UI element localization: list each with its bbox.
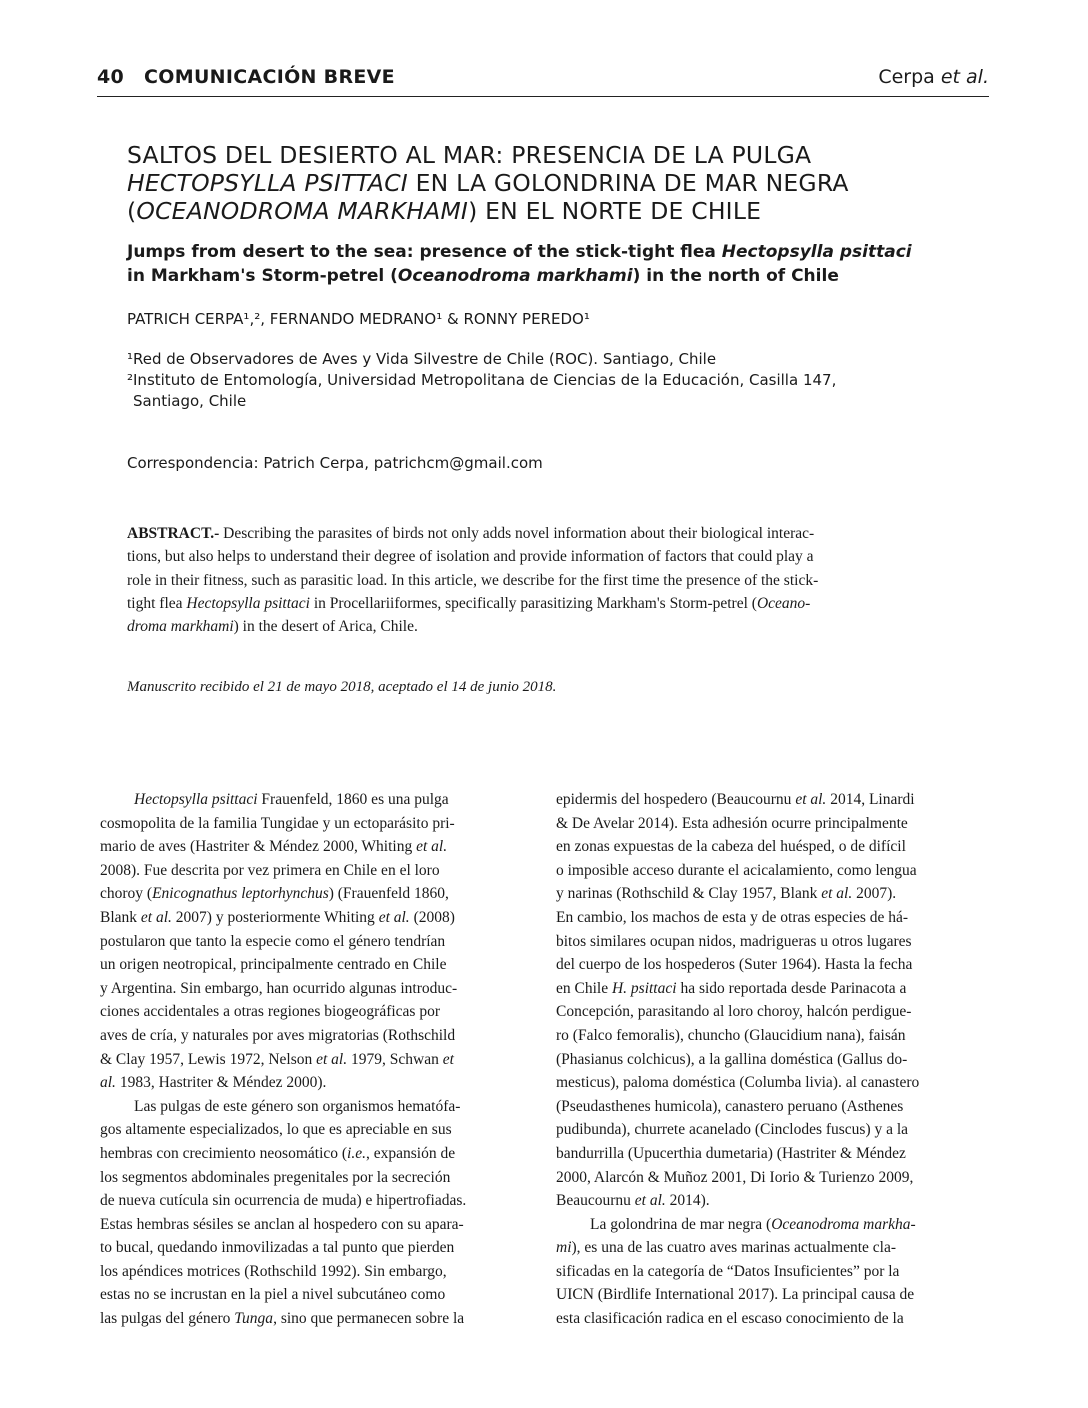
body-italic: et al. [634,1192,666,1210]
header-rule [97,96,989,97]
body-italic: et al. [378,908,410,926]
body-text: choroy ( [100,885,153,903]
body-line: to bucal, quedando inmovilizadas a tal punto que pierden [100,1239,455,1257]
body-italic: et al. [795,791,827,808]
body-line: (Pseudasthenes humicola), canastero peruano (Asthenes [556,1097,904,1115]
body-italic: i.e. [347,1144,366,1162]
abstract-line [127,615,989,638]
body-italic: et [442,1050,454,1068]
body-line: UICN (Birdlife International 2017). La principal causa de [556,1286,915,1304]
body-text: y narinas (Rothschild & Clay 1957, Blank [556,885,822,903]
body-line [556,882,990,906]
title-es-line-2 [127,169,987,197]
species-name: Oceanodroma markha- [771,1215,916,1233]
body-text: 2007). [852,885,897,903]
body-text: 1983, Hastriter & Méndez 2000). [115,1074,327,1092]
abstract-bird: droma markhami [127,618,234,636]
body-line: los apéndices motrices (Rothschild 1992). Sin embargo, [100,1262,447,1280]
body-line: y Argentina. Sin embargo, han ocurrido algunas introduc- [100,979,458,997]
body-line: En cambio, los machos de esta y de otras especies de há- [556,908,909,926]
affiliation-1: ¹Red de Observadores de Aves y Vida Silvestre de Chile (ROC). Santiago, Chile [127,350,717,368]
body-line: bitos similares ocupan nidos, madrigueras u otros lugares [556,932,912,950]
title-en-line-1 [127,240,987,264]
body-line: Estas hembras sésiles se anclan al hospedero con su apara- [100,1215,464,1233]
body-line: gos altamente especializados, lo que es apreciable en sus [100,1121,452,1139]
body-line: o imposible acceso durante el acicalamiento, como lengua [556,861,917,879]
body-line: pudibunda), churrete acanelado (Cinclodes fuscus) y a la [556,1121,909,1139]
body-text: epidermis del hospedero (Beaucournu [556,791,796,808]
abstract-label: ABSTRACT.- [127,525,220,542]
body-text: mario de aves (Hastriter & Méndez 2000, Whiting [100,838,417,856]
species-name: mi [556,1239,572,1257]
body-text: Blank [100,908,141,926]
body-line: estas no se incrustan en la piel a nivel subcutáneo como [100,1286,446,1304]
body-line: ciones accidentales a otras regiones biogeográficas por [100,1003,440,1021]
body-text: 2014). [665,1192,710,1210]
title-es-line-2-rest: EN LA GOLONDRINA DE MAR NEGRA [407,169,849,197]
affiliation-2: ²Instituto de Entomología, Universidad Metropolitana de Ciencias de la Educación, Casilla 147, [127,371,837,389]
body-line: en zonas expuestas de la cabeza del huésped, o de difícil [556,838,906,856]
body-line [556,1213,990,1237]
body-text: (2008) [409,908,455,926]
abstract-bird: Oceano- [756,594,811,612]
body-text: La golondrina de mar negra ( [590,1215,772,1233]
running-author-name: Cerpa [878,66,935,88]
title-english [127,240,987,288]
body-line [100,1071,532,1095]
body-text: ha sido reportada desde Parinacota a [676,979,907,997]
body-italic: et al. [140,908,172,926]
title-en-bird: Oceanodroma markhami [397,266,633,286]
body-line [100,1307,532,1331]
body-line [100,906,532,930]
section-label: COMUNICACIÓN BREVE [144,66,395,88]
title-en-line-2-b: ) in the north of Chile [632,266,839,286]
running-header [97,66,989,96]
abstract-species: Hectopsylla psittaci [186,594,310,612]
abstract [127,522,989,638]
page-number: 40 [97,66,125,88]
body-line [556,977,990,1001]
body-text: 1979, Schwan [347,1050,443,1068]
body-line: Las pulgas de este género son organismos hematófa- [134,1097,461,1115]
species-name: H. psittaci [611,979,677,997]
body-column-right [556,788,990,1331]
body-line [556,1236,990,1260]
correspondence: Correspondencia: Patrich Cerpa, patrichcm@gmail.com [127,454,543,472]
species-name: Hectopsylla psittaci [134,791,258,808]
body-line: & De Avelar 2014). Esta adhesión ocurre principalmente [556,814,908,832]
body-column-left [100,788,532,1331]
body-line: sificadas en la categoría de “Datos Insuficientes” por la [556,1262,900,1280]
body-italic: et al. [416,838,448,856]
body-line [556,788,990,812]
manuscript-dates: Manuscrito recibido el 21 de mayo 2018, aceptado el 14 de junio 2018. [127,679,557,695]
body-italic: al. [100,1074,116,1092]
body-line: 2000, Alarcón & Muñoz 2001, Di Iorio & Turienzo 2009, [556,1168,914,1186]
body-line [100,835,532,859]
body-italic: Tunga [234,1310,274,1328]
body-line: bandurrilla (Upucerthia dumetaria) (Hastriter & Méndez [556,1144,906,1162]
body-text: , sino que permanecen sobre la [273,1310,465,1328]
abstract-line: role in their fitness, such as parasitic load. In this article, we describe for the first time the presence of the stick- [127,571,819,589]
abstract-line [127,522,989,545]
body-text: & Clay 1957, Lewis 1972, Nelson [100,1050,317,1068]
body-text: , expansión de [365,1144,456,1162]
abstract-line: tions, but also helps to understand their degree of isolation and provide information of factors that could play a [127,548,814,566]
body-line [556,1189,990,1213]
title-es-line-3-rest: ) EN EL NORTE DE CHILE [468,197,762,225]
title-es-species: HECTOPSYLLA PSITTACI [127,169,408,197]
species-name: Enicognathus leptorhynchus [152,885,329,903]
body-line [100,788,532,812]
body-line: del cuerpo de los hospederos (Suter 1964). Hasta la fecha [556,956,913,974]
body-line: de nueva cutícula sin ocurrencia de muda) e hipertrofiadas. [100,1192,467,1210]
title-es-line-1: SALTOS DEL DESIERTO AL MAR: PRESENCIA DE LA PULGA [127,141,812,169]
authors: PATRICH CERPA¹,², FERNANDO MEDRANO¹ & RONNY PEREDO¹ [127,310,590,328]
abstract-text: Describing the parasites of birds not only adds novel information about their biological interac- [219,525,815,542]
title-en-species: Hectopsylla psittaci [721,242,912,262]
body-line: ro (Falco femoralis), chuncho (Glaucidium nana), faisán [556,1026,906,1044]
running-author-etal: et al. [940,66,989,88]
body-text: en Chile [556,979,612,997]
body-line: postularon que tanto la especie como el género tendrían [100,932,446,950]
body-text: las pulgas del género [100,1310,235,1328]
body-line: mesticus), paloma doméstica (Columba livia). al canastero [556,1074,920,1092]
body-line: un origen neotropical, principalmente centrado en Chile [100,956,447,974]
body-text: 2007) y posteriormente Whiting [171,908,379,926]
body-italic: et al. [316,1050,348,1068]
header-left [97,66,395,88]
title-es-paren: ( [127,197,137,225]
body-line [100,1048,532,1072]
title-spanish [127,141,987,225]
title-es-line-3 [127,197,987,225]
abstract-text: in Procellariiformes, specifically parasitizing Markham's Storm-petrel ( [309,594,757,612]
body-line: (Phasianus colchicus), a la gallina doméstica (Gallus do- [556,1050,908,1068]
body-text: ) (Frauenfeld 1860, [328,885,449,903]
abstract-line [127,592,989,615]
body-text: Beaucournu [556,1192,635,1210]
running-author [878,66,989,88]
affiliation-2-cont: Santiago, Chile [133,392,247,410]
body-line [100,882,532,906]
body-line: esta clasificación radica en el escaso conocimiento de la [556,1310,904,1328]
title-es-bird: OCEANODROMA MARKHAMI [136,197,469,225]
body-line: cosmopolita de la familia Tungidae y un ectoparásito pri- [100,814,455,832]
title-en-line-1-text: Jumps from desert to the sea: presence of the stick-tight flea [127,242,722,262]
body-line: los segmentos abdominales pregenitales por la secreción [100,1168,451,1186]
body-line: aves de cría, y naturales por aves migratorias (Rothschild [100,1026,456,1044]
body-line: Concepción, parasitando al loro choroy, halcón perdigue- [556,1003,912,1021]
abstract-text: tight flea [127,594,187,612]
body-text: Frauenfeld, 1860 es una pulga [257,791,449,808]
body-text: 2014, Linardi [826,791,915,808]
title-en-line-2 [127,264,987,288]
title-en-line-2-a: in Markham's Storm-petrel ( [127,266,398,286]
body-line: 2008). Fue descrita por vez primera en Chile en el loro [100,861,440,879]
body-line [100,1142,532,1166]
body-text: ), es una de las cuatro aves marinas actualmente cla- [571,1239,896,1257]
affiliations [127,349,987,412]
body-text: hembras con crecimiento neosomático ( [100,1144,348,1162]
body-italic: et al. [821,885,853,903]
abstract-text: ) in the desert of Arica, Chile. [233,618,418,636]
